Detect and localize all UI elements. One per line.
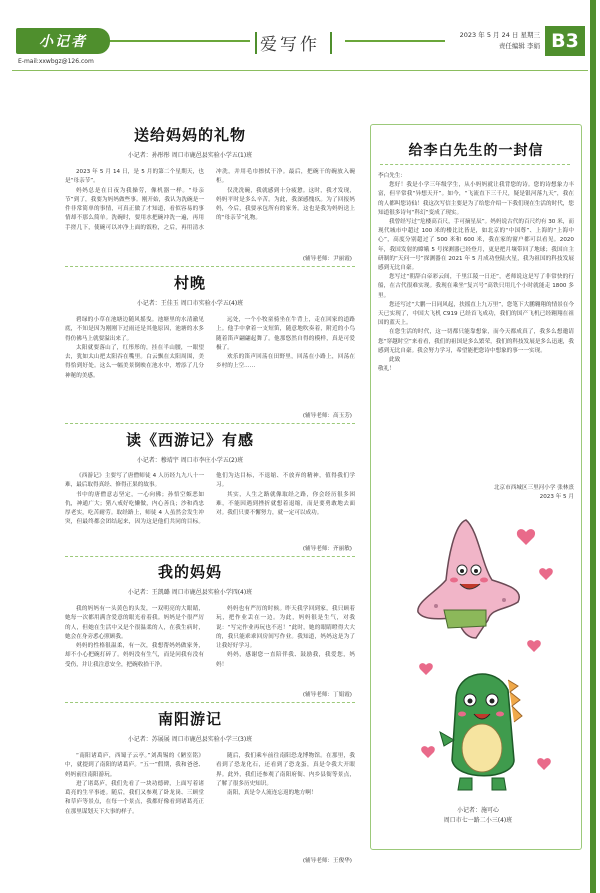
article-teacher: (辅导老师：丁娟霞) [302, 692, 352, 698]
paragraph: 欢乐的笛声回荡在田野里，回荡在小路上，回荡在乡村的上空…… [216, 354, 355, 370]
paragraph: 远处，一个小牧童骑坐在牛背上，走在回家的道路上。他手中拿着一支短笛，随意地吹奏着，附近的小鸟随着笛声翩翩起舞了。他那悠然自得的模样，真是可爱极了。 [216, 317, 355, 351]
letter-title: 给李白先生的一封信 [408, 143, 544, 159]
article-title: 读《西游记》有感 [125, 431, 254, 449]
letter-date: 2023 年 5 月 [539, 494, 574, 500]
column-logo: 小记者 [16, 28, 110, 54]
contact-email: E-mail:xxwbgz@126.com [18, 58, 94, 65]
article-byline: 小记者：穆靖宇 周口市李庄小学五(2)班 [136, 457, 244, 464]
article-byline: 小记者：苏展展 周口市鹿邑县实验小学三(3)班 [127, 736, 253, 743]
green-dinosaur-character [440, 674, 522, 790]
issue-editor: 责任编辑 李娟 [498, 42, 540, 50]
drawing-author: 小记者：施可心 [456, 807, 499, 814]
paragraph: 妈妈，感谢您一直陪伴我、鼓励我，我爱您，妈妈！ [216, 652, 355, 668]
letter-greeting: 李白先生： [378, 173, 406, 179]
article-divider [65, 702, 355, 703]
paragraph: 进了诸葛庐，我们先看了一块功德碑，上面写着诸葛亮的生平事迹。随后，我们又参观了卧龙岗、三顾堂和草庐等景点，在每一个景点，我都好像看到诸葛亮正在那里谋划天下大事的样子。 [65, 780, 204, 815]
paragraph: 仅洗洗碗，我就感到十分疲惫。这时，我才发现，妈妈平时是多么辛苦。为此，我深感愧疚。为了回报妈妈，今后，我要承包所有的家务。这也是我为妈妈送上的“母亲节”礼物。 [216, 187, 355, 222]
paragraph: 随后，我们乘车前往南阳恐龙博物馆。在那里，我看到了恐龙化石，还看到了恐龙蛋，真是令我大开眼界。此外，我们还参观了南阳府衙、内乡县衙等景点，了解了很多历史知识。 [216, 753, 355, 787]
article-teacher: (辅导老师：王俊华) [302, 858, 352, 864]
letter-paragraph: 在您生活的时代，这一切都只能靠想象，而今天都成真了，我多么想邀请您“穿越时空”来看看，我们的祖国是多么繁荣，我们的科技发展是多么迅速，我感到无比自豪。我会努力学习，希望能把您诗中想象的事一一实现。 [378, 329, 574, 354]
article-title: 村晚 [173, 274, 206, 292]
article-title: 送给妈妈的礼物 [133, 126, 246, 144]
paragraph: 太阳就要落山了，红彤彤的，挂在半山腰，一眼望去，犹如太山把太阳吞在嘴里。白云飘在太阳周围，美得恰到好处。这么一幅美景倒映在池水中，增添了几分神秘的美感。 [65, 344, 204, 379]
article-divider [65, 556, 355, 557]
article-body [65, 472, 355, 542]
issue-date: 2023 年 5 月 24 日 星期三 [459, 31, 540, 39]
article-divider [65, 266, 355, 267]
letter-closing: 敬礼！ [378, 366, 395, 373]
paragraph: 妈妈总是在日夜为我操劳，像机器一样。“母亲节”到了，我要为妈妈做些事。刚开始，我认为洗碗是一件非常简单的事情，可真正做了才知道，看似容易的事情却不那么简单。洗碗时，要用水把碗冲洗一遍，再用手搓几下，使碗可以冲净上面的饭粒，之后，再用清水冲洗，并用毛巾擦拭干净。最后，把碗干的碗放入碗柜。 [65, 169, 355, 231]
letter-paragraph: 您还写过“大鹏一日同风起，扶摇直上九万里”，您笔下大鹏翱翔的情景在今天已实现了，中国大飞机 C919 已经首飞成功，我们的国产飞机已经翱翔在祖国的蓝天上。 [378, 301, 574, 327]
section-title: 爱写作 [260, 35, 320, 55]
pink-star-character [418, 520, 519, 638]
article-title: 南阳游记 [157, 710, 222, 728]
letter-divider [380, 164, 570, 165]
letter-paragraph: 我曾经写过“危楼高百尺，手可摘星辰”。妈妈说古代的百尺约有 30 米，而现代城市中超过 100 米的楼比比皆是，如北京的“中国尊”、上海的“上海中心”，高度分别超过了 500 米和 600 米，我在家的窗户都可以看见。2020 年，我国发射的嫦娥 5 号探测器已经登月，更是把月壤带回了地球；我国自主研制的“天问一号”探测器在 2021 年 5 月成功登陆火星，我为祖国的科技发展感到无比自豪。 [378, 219, 574, 272]
article-byline: 小记者：王佳玉 周口市实验小学五(4)班 [136, 300, 244, 307]
page-edge-stripe [590, 0, 596, 893]
letter-closing: 此致 [389, 357, 401, 364]
article-title: 我的妈妈 [157, 563, 222, 581]
article-body [65, 605, 355, 687]
article-body [65, 752, 355, 852]
section-bracket-left [255, 32, 257, 54]
article-body [65, 168, 355, 252]
paragraph: 书中的唐僧意志坚定，一心向佛；孙悟空嫉恶如仇，神通广大；猪八戒好吃懒做，内心善良；沙和尚忠厚老实，吃苦耐劳。取经路上，师徒 4 人虽然会发生冲突，但最终都会团结起来，因为这是他们共同的目标。他们为达目标，不退缩、不放弃的精神，值得我们学习。 [65, 473, 355, 526]
article-body [65, 316, 355, 408]
article-byline: 小记者：孙彤彤 周口市鹿邑县实验小学五(1)班 [127, 152, 253, 159]
header-line-right [345, 40, 445, 42]
page-number: B3 [545, 26, 585, 56]
paragraph: 《西游记》主要写了唐僧师徒 4 人历经九九八十一难，最后取得真经、修得正果的故事。 [65, 473, 204, 489]
issue-info [448, 30, 540, 52]
article-teacher: (辅导老师：尹丽霞) [302, 256, 352, 262]
header-rule [12, 70, 588, 71]
paragraph: 碧绿的小草在池塘边随风摇曳。池塘里的水清澈见底，不知是因为刚刚下过雨还是其他原因，池塘的水多得仿佛马上就要溢出来了。 [65, 317, 204, 342]
drawing-school: 周口市七一路二小三(4)班 [443, 817, 513, 824]
paragraph: 妈妈也有严厉的时候。昨天我学回到家，我只顾着玩，把作业丢在一边。为此，妈妈很是生气，对我说：“写完作业再玩也不迟！”此时，她的眼睛瞪得大大的，我只能乖乖回房间写作业。我知道，妈妈这是为了让我好好学习。 [216, 606, 355, 650]
paragraph: “南阳诸葛庐，西蜀子云亭。”刘禹锡的《陋室铭》中，就提到了南阳的诸葛庐。“五一”假期，我和爸爸、妈妈前往南阳游玩。 [65, 753, 204, 778]
article-byline: 小记者：王凯璐 周口市鹿邑县实验小学四(4)班 [127, 589, 253, 596]
article-teacher: (辅导老师：齐丽敏) [302, 546, 352, 552]
letter-body [378, 172, 574, 374]
letter-paragraph: 您好！我是小学三年级学生，从小妈妈就让我背您的诗。您的诗想象力丰富，但平常我“异想天开”。如今，“飞流直下三千尺，疑是银河落九天”，我在的人都叫您诗仙！我这次写信主要是为了给您介绍一下我们现在生活的时代，您知道很多诗句“科幻”变成了现实。 [378, 182, 574, 216]
children-drawing [396, 510, 566, 800]
letter-signature: 北京市西城区三里河小学 张林熹 [493, 485, 574, 491]
paragraph: 我的妈妈有一头黄色的头发，一双明亮的大眼睛，她每一次都用满含爱意的眼光看着我。妈妈是个很严厉的人，但她在生活中又是个很温柔的人，在我生病时，她会在身旁悉心照顾我。 [65, 606, 204, 640]
paragraph: 南阳，真是令人流连忘返的地方啊！ [227, 790, 317, 797]
article-divider [65, 423, 355, 424]
letter-paragraph: 您写过“朝辞白帝彩云间，千里江陵一日还”，老师说这是写了非常快的行船，在古代很难实现。我现在乘坐“复兴号”高铁只用几个小时就能走 1800 多里。 [378, 274, 574, 299]
paragraph: 其实，人生之路就像取经之路，你会经历很多困难，不能因遇到挫折就想着退缩，而是要勇敢地去面对。我们只要不懈努力，就一定可以成功。 [216, 491, 355, 517]
header-line-left [110, 40, 250, 42]
section-bracket-right [330, 32, 332, 54]
letter-signature-block [378, 484, 574, 502]
paragraph: 2023 年 5 月 14 日，是 5 月的第二个星期天，也是“母亲节”。 [65, 169, 204, 185]
paragraph: 妈妈的性格很温柔，有一次，我想帮妈妈做家务，却不小心把碗打碎了。妈妈没有生气，而是问我有没有受伤，并让我注意安全，把碗收拾干净。 [65, 643, 204, 668]
drawing-caption [380, 806, 576, 826]
article-teacher: (辅导老师：高玉芳) [302, 413, 352, 419]
